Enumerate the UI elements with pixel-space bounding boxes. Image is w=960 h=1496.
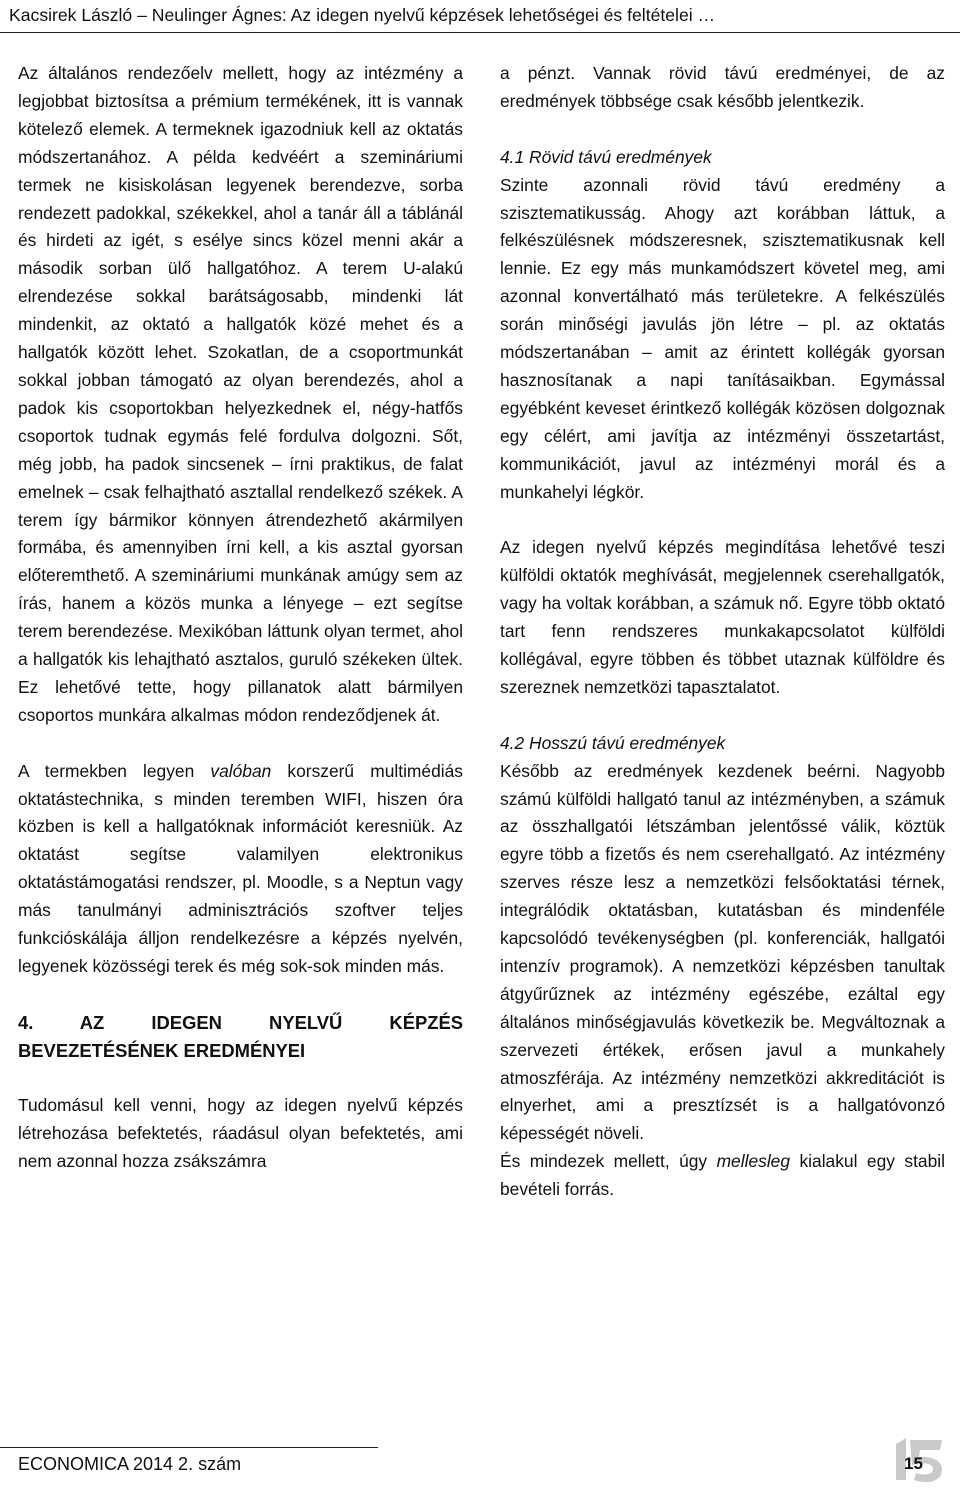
left-paragraph-1: Az általános rendezőelv mellett, hogy az intézmény a legjobbat biztosítsa a prémium termékének, itt is vannak kötelező elemek. A termeknek igazodniuk kell az oktatás módszertanához. A példa kedvéért a szemináriumi termek ne kisiskolásan legyenek berendezve, sorba rendezett padokkal, székekkel, ahol a tanár áll a táblánál és hirdeti az igét, s esélye sincs közel menni akár a második sorban ülő hallgatóhoz. A terem U-alakú elrendezése sokkal barátságosabb, mindenki lát mindenkit, az oktató a hallgatók közé mehet és a hallgatók között lehet. Szokatlan, de a csoportmunkát sokkal jobban támogató az olyan berendezés, ahol a padok kis csoportokban helyezkednek el, négy-hatfős csoportok tudnak egymás felé fordulva dolgozni. Sőt, még jobb, ha padok sincsenek – írni praktikus, de falat emelnek – csak felhajtható asztallal rendelkező székek. A terem így bármikor könnyen átrendezhető akármilyen formába, és amennyiben írni kell, a kis asztal gyorsan előteremthető. A szemináriumi munkának amúgy sem az írás, hanem a közös munka a lényege – ezt segítse terem berendezése. Mexikóban láttunk olyan termet, ahol a hallgatók kis lehajtható asztalos, guruló székeken ültek. Ez lehetővé tette, hogy pillanatok alatt bármilyen csoportos munkára alkalmas módon rendeződjenek át.: [18, 63, 463, 725]
paragraph-gap: [500, 702, 945, 730]
paragraph-gap: [500, 116, 945, 144]
text-run: korszerű multimédiás oktatástechnika, s minden teremben WIFI, hiszen óra közben is kell a hallgatóknak információt keresniük. Az oktatást segítse valamilyen elektronikus oktatástámogatási rendszer, pl. Moodle, s a Neptun vagy más tanulmányi adminisztrációs szoftver teljes funkcióskálája álljon rendelkezésre a képzés nyelvén, legyenek közösségi terek és még sok-sok minden más.: [18, 760, 463, 976]
text-run: A termekben legyen: [18, 760, 211, 781]
paragraph-gap: [500, 506, 945, 534]
section-heading-line-1: 4. AZ IDEGEN NYELVŰ KÉPZÉS: [18, 1011, 463, 1033]
right-paragraph-4: Később az eredmények kezdenek beérni. Nagyobb számú külföldi hallgató tanul az intézményben, a számuk az összhallgatói létszámban jelentőssé válik, köztük egyre több a fizetős és nem cserehallgató. Az intézmény szerves része lesz a nemzetközi felsőoktatási térnek, integrálódik oktatásban, kutatásban és mindenféle kapcsolódó tevékenységben (pl. konferenciák, hallgatói intenzív programok). A nemzetközi képzésben tanultak átgyűrűznek az intézmény egészébe, ezáltal egy általános minőségjavulás következik be. Megváltoznak a szervezeti értékek, erősen javul a munkahely atmoszférája. Az intézmény nemzetközi akkreditációt is elnyerhet, ami a presztízsét is a hallgatóvonzó képességét növeli.: [500, 760, 945, 1144]
text-run: És mindezek mellett, úgy: [500, 1151, 717, 1172]
emphasis-mellesleg: mellesleg: [716, 1151, 791, 1172]
section-heading-4: [18, 1009, 463, 1065]
running-header: Kacsirek László – Neulinger Ágnes: Az idegen nyelvű képzések lehetőségei és feltételei …: [9, 5, 716, 25]
journal-footer: ECONOMICA 2014 2. szám: [18, 1454, 242, 1474]
text-run: kialakul egy stabil bevételi forrás.: [500, 1151, 945, 1200]
emphasis-valoban: valóban: [210, 760, 272, 781]
subheading-4-2: 4.2 Hosszú távú eredmények: [500, 732, 726, 753]
left-paragraph-3: Tudomásul kell venni, hogy az idegen nyelvű képzés létrehozása befektetés, ráadásul olyan befektetés, ami nem azonnal hozza zsákszámra: [18, 1095, 463, 1172]
paragraph-gap: [18, 1065, 463, 1093]
left-column: [18, 60, 463, 1176]
paragraph-gap: [18, 981, 463, 1009]
left-paragraph-2: [18, 758, 463, 981]
right-paragraph-5: [500, 1148, 945, 1204]
subheading-4-1: 4.1 Rövid távú eredmények: [500, 146, 712, 167]
section-heading-line-2: BEVEZETÉSÉNEK EREDMÉNYEI: [18, 1039, 306, 1061]
page-number: 15: [904, 1454, 923, 1473]
right-column: [500, 60, 945, 1204]
right-paragraph-3: Az idegen nyelvű képzés megindítása lehetővé teszi külföldi oktatók meghívását, megjelennek cserehallgatók, vagy ha voltak korábban, a számuk nő. Egyre több oktató tart fenn rendszeres munkakapcsolatot külföldi kollégával, egyre többen és többet utaznak külföldre és szereznek nemzetközi tapasztalatot.: [500, 537, 945, 697]
right-paragraph-1: a pénzt. Vannak rövid távú eredményei, de az eredmények többsége csak később jelentkezik.: [500, 63, 945, 111]
right-paragraph-2: Szinte azonnali rövid távú eredmény a szisztematikusság. Ahogy azt korábban láttuk, a felkészülésnek módszeresnek, szisztematikusnak kell lennie. Ez egy más munkamódszert követel meg, ami azonnal konvertálható más területekre. A felkészülés során minőségi javulás jön létre – pl. az oktatás módszertanában – amit az érintett kollégák gyorsan hasznosítanak a napi tanításaikban. Egymással egyébként keveset érintkező kollégák közösen dolgoznak egy célért, ami javítja az intézményi összetartást, kommunikációt, javul az intézményi morál és a munkahelyi légkör.: [500, 174, 945, 502]
footer-divider: [0, 1447, 378, 1448]
header-divider: [0, 32, 960, 33]
paragraph-gap: [18, 730, 463, 758]
